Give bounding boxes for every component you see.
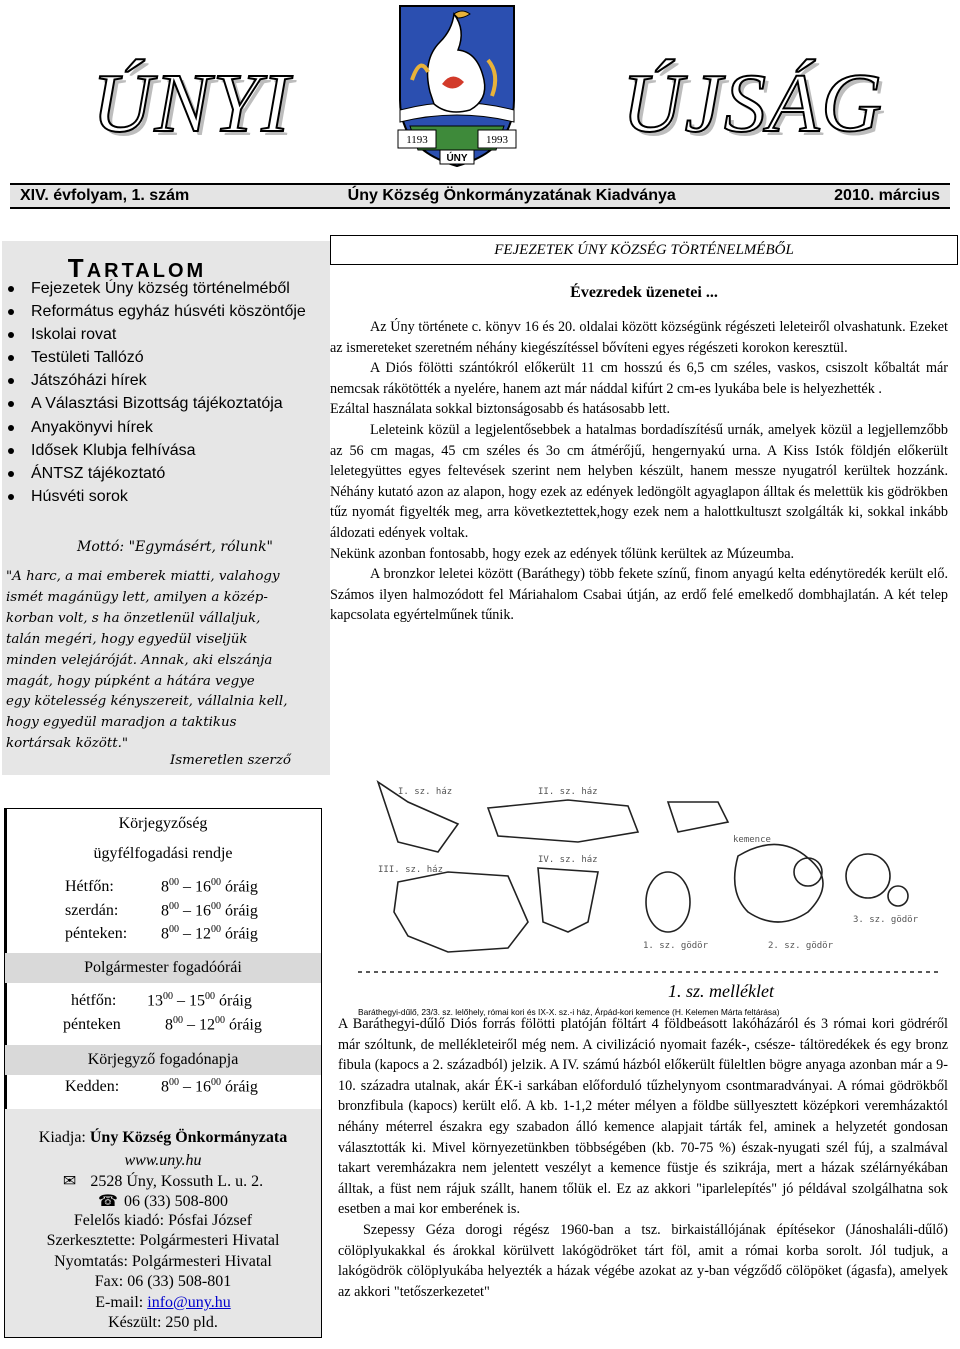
- excavation-sketch: [338, 772, 958, 1020]
- contents-item[interactable]: Testületi Tallózó: [2, 346, 342, 369]
- issue-date: 2010. március: [834, 187, 940, 204]
- phone-icon: ☎: [98, 1193, 118, 1210]
- sketch-label-house3: III. sz. ház: [378, 865, 444, 875]
- address-line: ✉ 2528 Úny, Kossuth L. u. 2.: [62, 1173, 264, 1190]
- sketch-note: 1. sz. melléklet: [668, 981, 774, 1001]
- article-paragraph: Ezáltal használata sokkal biztonságosabb és hatásosabb lett.: [330, 401, 670, 418]
- compiled-line: Szerkesztette: Polgármesteri Hivatal: [46, 1232, 280, 1249]
- contents-box: [2, 241, 330, 775]
- article-paragraph: Szepessy Géza dorogi régész 1960-ban a tsz. birkaistállójának építésekor (Jánoshaláli-dűlő) cölöplyukakkal és árokkal körülvett lakógödröket tárt föl, amit a római korba sorolt. Jól tudjuk, a lakógödrök cölöplyukába helyezték a házak végébe azokat az y-ban végződő cölöpöket (ágasfa), amelyek az akkori "tetőszerkezetet": [338, 1221, 948, 1300]
- contents-item[interactable]: Anyakönyvi hírek: [2, 416, 342, 439]
- motto-author: Ismeretlen szerző: [170, 753, 291, 768]
- contents-item[interactable]: Református egyház húsvéti köszöntője: [2, 300, 342, 323]
- office-hours-title: Körjegyzőség: [118, 815, 208, 832]
- masthead-title-left: ÚNYI: [92, 57, 292, 150]
- issue-publisher: Úny Község Önkormányzatának Kiadványa: [347, 187, 676, 204]
- crest-year-left: 1193: [406, 134, 428, 146]
- hours-row: Hétfőn: $8^{00} - 16^{00}$ óráig: [65, 877, 258, 896]
- sketch-label-house1: I. sz. ház: [398, 787, 453, 797]
- contents-item[interactable]: Fejezetek Úny község történelméből: [2, 277, 342, 300]
- notary-hours-row: Kedden: $8^{00} - 16^{00}$ óráig: [65, 1077, 258, 1096]
- crest-year-right: 1993: [486, 134, 508, 146]
- contents-item[interactable]: Iskolai rovat: [2, 323, 342, 346]
- contents-item[interactable]: A Választási Bizottság tájékoztatója: [2, 392, 342, 415]
- crest-name: ÚNY: [446, 153, 468, 164]
- sketch-label-pit1: 1. sz. gödör: [643, 941, 709, 951]
- phone-line: ☎ 06 (33) 508-800: [98, 1193, 228, 1210]
- article-paragraph: A Baráthegyi-dűlő Diós forrás fölötti platóján föltárt 4 földbeásott lakóházáról és 3 római kori gödréről már szóltunk, de mellékleteiről még nem. A civilizáció nyomait fazék-, csésze- táltöredékek és egy bronz fibula (kapocs a 2. századból) jelzik. A IV. számú házból előkerült füleltlen bögre anyaga azonban már a 9-10. századra utalnak, akár ÉK-i sarkában előforduló tűzhelynyom csontmaradványai. A római gödrökből bronzfibula (kapocs) került elő. A kb. 1-1,2 méter mélyen a földbe süllyesztett középkori veremházaktól néhány méterrel északra egy szabadon álló kemence alapjait tárták fel, aminek a helyzetét gondosan választották ki. Mivel környezetünkben többségében (kb. 70-75 %) észak-nyugati szél fúj, a szalmával takart veremházakra nem jelentett veszélyt a kemence füstje és szikrája, mert a házak szélárnyékában álltak, a füst nem rájuk szállt, hanem tőlük el. Ez az akkori "iparlelepítés" jó példával szolgálhatna sok esetben a mai kor emberének is.: [338, 1016, 948, 1218]
- sketch-label-pit3: 3. sz. gödör: [853, 915, 919, 925]
- notary-day-title: Körjegyző fogadónapja: [5, 1045, 321, 1075]
- sketch-label-pit2: 2. sz. gödör: [768, 941, 834, 951]
- article-paragraph: Az Úny története c. könyv 16 és 20. oldalai között községünk régészeti leleteiről olvashatunk. Ezeket az ismereteket szeretném néhány kiegészítéssel bővíteni egyes régészeti korokon keresztül.: [330, 319, 948, 356]
- publisher-line: Kiadja: Úny Község Önkormányzata: [38, 1129, 288, 1146]
- contents-list: [2, 277, 342, 508]
- sketch-caption: Baráthegyi-dűlő, 23/3. sz. lelőhely, római kori és IX-X. sz.-i ház, Árpád-kori kemence (H. Kelemen Márta feltárása): [358, 1007, 780, 1017]
- contents-item[interactable]: ÁNTSZ tájékoztató: [2, 462, 342, 485]
- email-link[interactable]: info@uny.hu: [147, 1294, 231, 1311]
- office-hours-subtitle: ügyfélfogadási rendje: [93, 845, 233, 862]
- article-paragraph: A bronzkor leletei között (Baráthegy) több fekete színű, finom anyagú kelta edénytöredék került elő. Számos ilyen halmozódott fel Máriahalom Csabai útján, az erdő felé emelkedő dombhajlatán. A két telep kapcsolata egyértelműnek tűnik.: [330, 566, 948, 624]
- copies-line: Készült: 250 pld.: [108, 1314, 218, 1331]
- article-paragraph: A Diós fölötti szántókról előkerült 11 cm hosszú és 6,5 cm széles, vaskos, csiszolt kőbaltát már nemcsak rákötötték a nyelére, hanem azt már náddal kifúrt 2 cm-es lyukába bele is helyezhették .: [330, 360, 948, 397]
- office-hours-box: [4, 808, 322, 1338]
- contents-title: TARTALOM: [67, 253, 207, 283]
- motto-title: Mottó: "Egymásért, rólunk": [76, 539, 273, 555]
- contents-item[interactable]: Húsvéti sorok: [2, 485, 342, 508]
- contents-item[interactable]: Idősek Klubja felhívása: [2, 439, 342, 462]
- issue-info-bar: [10, 183, 950, 209]
- article-paragraph: Nekünk azonban fontosabb, hogy ezek az edények tőlünk kerültek az Múzeumba.: [330, 545, 795, 562]
- sketch-label-house2: II. sz. ház: [538, 787, 598, 797]
- website[interactable]: www.uny.hu: [124, 1152, 202, 1169]
- email-line: E-mail: info@uny.hu: [95, 1294, 231, 1311]
- motto-text: "A harc, a mai emberek miatti, valahogy ismét magánügy lett, amilyen a közép- korban volt, s ha önzetlenül vállaljuk, talán megéri, hogy egyedül viseljük minden velejáróját. Annak, aki elszánja magát, hogy púpként a hátára vegye egy kötelesség kényszereit, vállalnia kell, hogy egyedül maradjon a taktikus kortársak között.": [6, 569, 288, 752]
- hours-row: szerdán: $8^{00} - 16^{00}$ óráig: [65, 901, 258, 920]
- contents-item[interactable]: Játszóházi hírek: [2, 369, 342, 392]
- envelope-icon: ✉: [62, 1173, 77, 1190]
- article-body-bottom: [338, 1014, 948, 1302]
- editor-line: Felelős kiadó: Pósfai József: [73, 1212, 253, 1229]
- sketch-label-house4: IV. sz. ház: [538, 855, 598, 865]
- article-body-top: [330, 317, 948, 626]
- article-subtitle: Évezredek üzenetei ...: [570, 284, 718, 301]
- fax-line: Fax: 06 (33) 508-801: [94, 1273, 232, 1290]
- issue-volume: XIV. évfolyam, 1. szám: [20, 187, 190, 204]
- mayor-hours-title: Polgármester fogadóórái: [5, 953, 321, 983]
- article-paragraph: Leleteink közül a legjelentősebbek a hatalmas bordadíszítésű urnák, amelyek közül a legjellemzőbb az 56 cm magas, 45 cm széles és 3o cm átmérőjű, hengernyakú urna. A Kiss Istók földjén előkerült leletegyüttes egyes feltevések szerint nem helyben készült, hanem messze nyugatról kerültek hozzánk. Néhány kutató azon az alapon, hogy ezek az edények ledöngölt agyaglapon álltak és melettük kis gödrökben tűz nyomát figyelték meg, arra következtettek,hogy ezek nem a halottkultuszt szolgálták ki, sokkal inkább áldozati edények voltak.: [330, 421, 948, 541]
- coat-of-arms-icon: [392, 0, 522, 170]
- mayor-hours-row: pénteken $8^{00} - 12^{00}$ óráig: [63, 1015, 262, 1034]
- printed-line: Nyomtatás: Polgármesteri Hivatal: [54, 1253, 272, 1270]
- article-section-banner: FEJEZETEK ÚNY KÖZSÉG TÖRTÉNELMÉBŐL: [330, 235, 958, 265]
- sketch-label-oven: kemence: [733, 835, 771, 845]
- masthead-title-right: ÚJSÁG: [622, 57, 884, 150]
- hours-row: pénteken: $8^{00} - 12^{00}$ óráig: [65, 924, 258, 943]
- mayor-hours-row: hétfőn: $13^{00} - 15^{00}$ óráig: [71, 991, 252, 1010]
